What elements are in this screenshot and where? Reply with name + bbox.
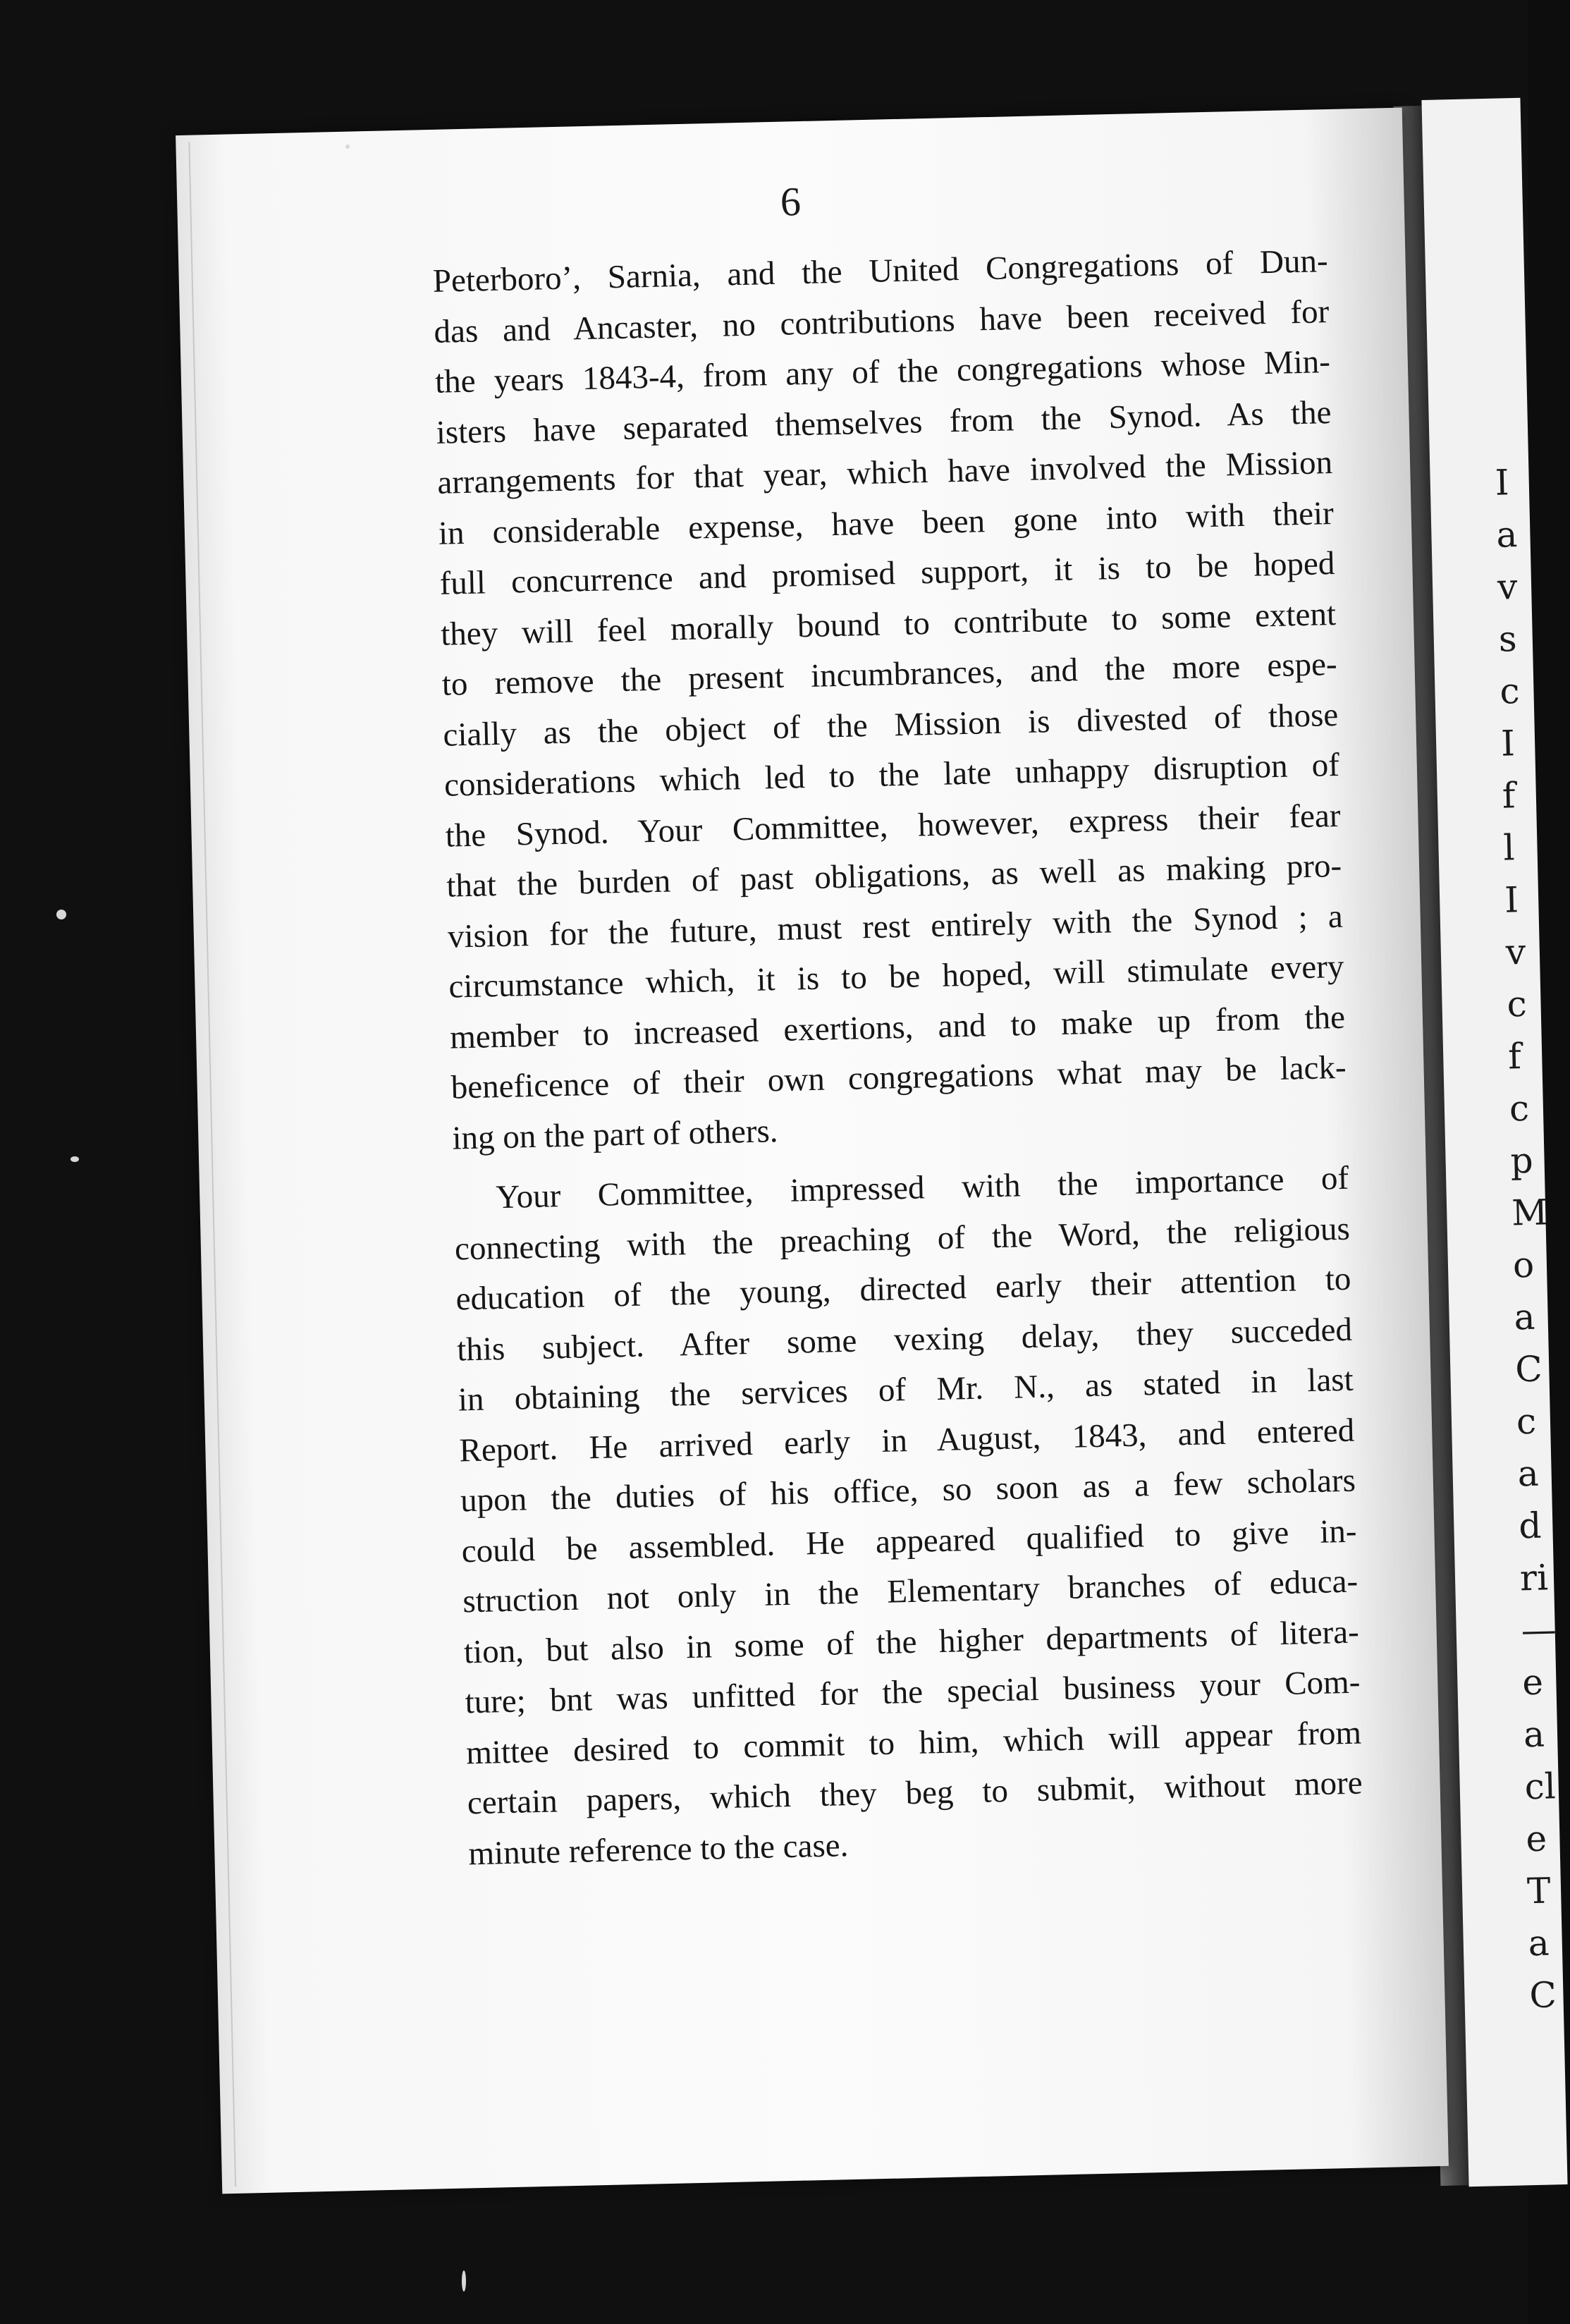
adjacent-page-fragment: p <box>1509 1139 1534 1182</box>
text-line: to remove the present incumbrances, and the more espe- <box>441 645 1338 703</box>
scan-speck <box>70 1156 79 1162</box>
adjacent-page-fragment: o <box>1512 1244 1535 1286</box>
scan-speck <box>462 2270 466 2292</box>
text-line: connecting with the preaching of the Word, the religious <box>454 1210 1351 1268</box>
adjacent-page-fragment: a <box>1495 514 1518 556</box>
text-line: could be assembled. He appeared qualified to give in- <box>461 1512 1358 1570</box>
page-number: 6 <box>780 178 802 225</box>
adjacent-page-fragment: I <box>1504 879 1519 921</box>
adjacent-page-fragment: T <box>1526 1870 1552 1912</box>
text-line: this subject. After some vexing delay, they succeded <box>456 1311 1353 1368</box>
adjacent-page-fragment: l <box>1502 827 1516 869</box>
text-line: ture; bnt was unfitted for the special business your Com- <box>465 1663 1361 1721</box>
text-line: ing on the part of others. <box>451 1112 778 1157</box>
adjacent-page-fragment: f <box>1507 1036 1522 1077</box>
adjacent-page-fragment: e <box>1521 1661 1544 1704</box>
text-line: beneficence of their own congregations what may be lack- <box>450 1048 1347 1106</box>
adjacent-page-fragment: v <box>1505 931 1526 973</box>
adjacent-page-fragment: cl <box>1524 1766 1557 1808</box>
text-line: Your Committee, impressed with the importance of <box>495 1159 1349 1216</box>
adjacent-page-fragment: c <box>1516 1400 1537 1443</box>
text-line: they will feel morally bound to contribute to some extent <box>440 595 1337 653</box>
text-line: upon the duties of his office, so soon as a few scholars <box>460 1462 1356 1519</box>
adjacent-page-fragment: v <box>1497 566 1519 608</box>
adjacent-page-fragment: M <box>1511 1192 1549 1234</box>
adjacent-page-fragment: c <box>1499 671 1521 712</box>
text-line: Report. He arrived early in August, 1843, and entered <box>458 1412 1355 1469</box>
adjacent-page-fragment: C <box>1514 1348 1543 1390</box>
page-edge <box>188 142 236 2187</box>
text-line: cially as the object of the Mission is divested of those <box>442 696 1339 754</box>
paragraph <box>432 236 1348 1163</box>
adjacent-page-fragment: a <box>1513 1296 1536 1338</box>
text-line: Peterboro’, Sarnia, and the United Congregations of Dun- <box>432 243 1329 300</box>
body-text <box>432 236 1364 1879</box>
adjacent-page-fragment: e <box>1525 1818 1547 1860</box>
text-line: struction not only in the Elementary branches of educa- <box>462 1562 1359 1620</box>
text-line: tion, but also in some of the higher departments of litera- <box>463 1613 1360 1670</box>
text-line: arrangements for that year, which have involved the Mission <box>436 444 1333 501</box>
adjacent-page-fragment: ri <box>1519 1557 1549 1599</box>
text-line: education of the young, directed early their attention to <box>455 1260 1351 1318</box>
book-page <box>176 108 1449 2194</box>
text-line: circumstance which, it is to be hoped, will stimulate every <box>448 948 1344 1005</box>
text-line: in considerable expense, have been gone into with their <box>438 494 1335 552</box>
text-line: the years 1843-4, from any of the congregations whose Min- <box>434 343 1331 400</box>
text-line: mittee desired to commit to him, which will appear from <box>465 1714 1362 1771</box>
text-line: considerations which led to the late unhappy disruption of <box>443 746 1340 804</box>
adjacent-page-fragment: I <box>1495 462 1510 503</box>
text-line: das and Ancaster, no contributions have been received for <box>433 293 1330 350</box>
text-line: in obtaining the services of Mr. N., as stated in last <box>458 1361 1354 1419</box>
adjacent-page-fragment: I <box>1500 723 1516 764</box>
text-line: minute reference to the case. <box>467 1826 849 1872</box>
paragraph <box>453 1154 1364 1880</box>
adjacent-page-fragment: f <box>1502 775 1516 817</box>
adjacent-page-fragment: a <box>1523 1713 1545 1756</box>
text-line: isters have separated themselves from the Synod. As the <box>436 393 1332 451</box>
text-line: vision for the future, must rest entirely with the Synod ; a <box>447 898 1344 955</box>
scan-speck <box>56 910 66 919</box>
text-line: the Synod. Your Committee, however, express their fear <box>445 797 1341 855</box>
adjacent-page-fragment: a <box>1528 1922 1550 1964</box>
text-line: certain papers, which they beg to submit, without more <box>467 1764 1363 1822</box>
adjacent-page-fragment: — <box>1521 1609 1557 1651</box>
text-line: full concurrence and promised support, it is to be hoped <box>439 544 1335 602</box>
adjacent-page-fragment: a <box>1517 1452 1540 1495</box>
adjacent-page-fragment: c <box>1509 1087 1530 1130</box>
adjacent-page-fragment: d <box>1518 1505 1543 1547</box>
text-line: that the burden of past obligations, as well as making pro- <box>446 847 1342 905</box>
scan-speck <box>345 145 350 149</box>
adjacent-page-fragment: c <box>1506 983 1528 1025</box>
adjacent-page-fragment: C <box>1528 1974 1557 2017</box>
adjacent-page-fragment: s <box>1498 618 1518 660</box>
text-line: member to increased exertions, and to make up from the <box>449 998 1346 1056</box>
